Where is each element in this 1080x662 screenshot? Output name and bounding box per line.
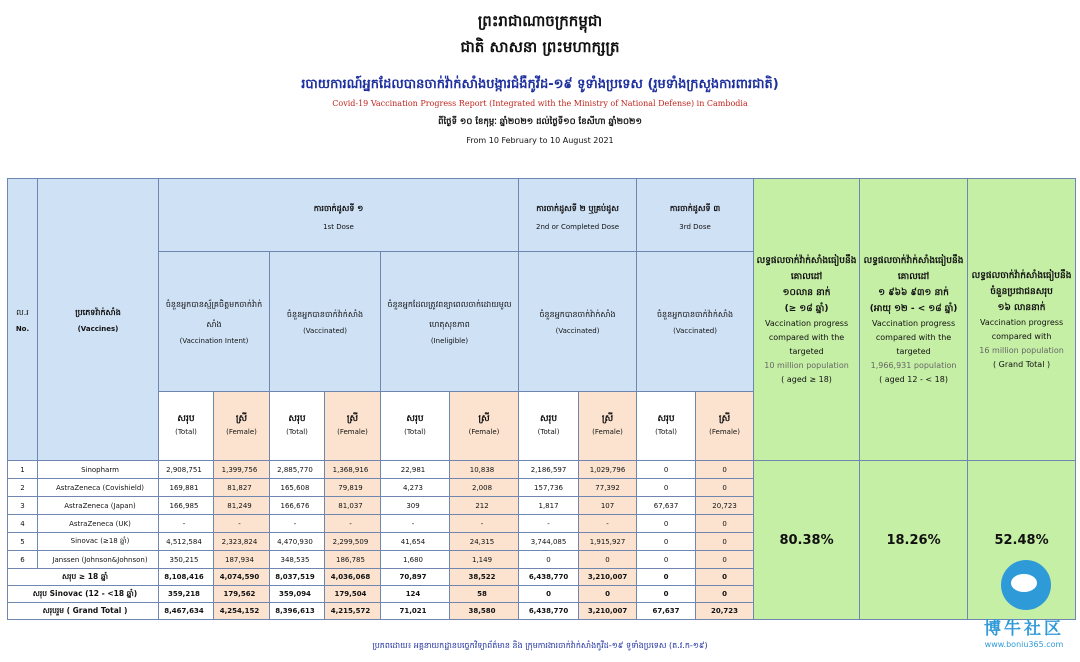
vaccinated3-header: ចំនួនអ្នកបានចាក់វ៉ាក់សាំង (Vaccinated) xyxy=(637,252,754,392)
value-cell: 67,637 xyxy=(637,603,696,620)
value-cell: 1,680 xyxy=(381,551,450,569)
vaccine-name: Sinovac (≥18 ឆ្នាំ) xyxy=(38,533,159,551)
value-cell: 157,736 xyxy=(519,479,579,497)
value-cell: - xyxy=(519,515,579,533)
value-cell: 4,470,930 xyxy=(270,533,325,551)
value-cell: 2,908,751 xyxy=(159,461,214,479)
value-cell: 0 xyxy=(637,479,696,497)
value-cell: 0 xyxy=(637,461,696,479)
value-cell: 179,562 xyxy=(214,586,270,603)
value-cell: 1,817 xyxy=(519,497,579,515)
row-number: 4 xyxy=(8,515,38,533)
vaccine-name: AstraZeneca (Covishield) xyxy=(38,479,159,497)
value-cell: 165,608 xyxy=(270,479,325,497)
value-cell: 81,249 xyxy=(214,497,270,515)
watermark-url: www.boniu365.com xyxy=(984,640,1064,649)
value-cell: 0 xyxy=(519,586,579,603)
target-youth-header: លទ្ធផលចាក់វ៉ាក់សាំងធៀបនឹងគោលដៅ ១ ៩៦៦ ៩៣១ នាក់ (អាយុ ១២ - < ១៨ ឆ្នាំ) Vaccination progress compared with the targeted 1,966,931 population ( aged 12 - < 18) xyxy=(860,179,968,461)
value-cell: 4,273 xyxy=(381,479,450,497)
intent-header: ចំនួនអ្នកបានស្ម័គ្រចិត្តមកចាក់វ៉ាក់សាំង (Vaccination Intent) xyxy=(159,252,270,392)
value-cell: - xyxy=(270,515,325,533)
value-cell: 2,299,509 xyxy=(325,533,381,551)
value-cell: 359,094 xyxy=(270,586,325,603)
female-subheader: ស្រី (Female) xyxy=(214,392,270,461)
value-cell: 350,215 xyxy=(159,551,214,569)
value-cell: - xyxy=(381,515,450,533)
female-subheader: ស្រី (Female) xyxy=(579,392,637,461)
summary-label: សរុបរួម ( Grand Total ) xyxy=(8,603,159,620)
value-cell: 0 xyxy=(696,551,754,569)
percent-adult: 80.38% xyxy=(754,461,860,620)
value-cell: 0 xyxy=(637,515,696,533)
value-cell: 2,323,824 xyxy=(214,533,270,551)
value-cell: 1,368,916 xyxy=(325,461,381,479)
value-cell: 20,723 xyxy=(696,603,754,620)
no-header: ល.រ No. xyxy=(8,179,38,461)
vaccine-name: AstraZeneca (Japan) xyxy=(38,497,159,515)
value-cell: 4,215,572 xyxy=(325,603,381,620)
value-cell: 2,008 xyxy=(450,479,519,497)
value-cell: 3,210,007 xyxy=(579,603,637,620)
value-cell: 0 xyxy=(637,533,696,551)
total-subheader: សរុប (Total) xyxy=(637,392,696,461)
value-cell: 166,676 xyxy=(270,497,325,515)
value-cell: 8,037,519 xyxy=(270,569,325,586)
value-cell: 0 xyxy=(637,569,696,586)
total-subheader: សរុប (Total) xyxy=(381,392,450,461)
value-cell: 79,819 xyxy=(325,479,381,497)
value-cell: 58 xyxy=(450,586,519,603)
summary-label: សរុប Sinovac (12 - <18 ឆ្នាំ) xyxy=(8,586,159,603)
value-cell: - xyxy=(325,515,381,533)
vaccinated1-header: ចំនួនអ្នកបានចាក់វ៉ាក់សាំង (Vaccinated) xyxy=(270,252,381,392)
value-cell: - xyxy=(450,515,519,533)
female-subheader: ស្រី (Female) xyxy=(325,392,381,461)
value-cell: 124 xyxy=(381,586,450,603)
value-cell: 20,723 xyxy=(696,497,754,515)
vaccination-table xyxy=(7,178,1076,620)
percent-total: 52.48% xyxy=(968,461,1076,620)
target-total-header: លទ្ធផលចាក់វ៉ាក់សាំងធៀបនឹងចំនួនប្រជាជនសរុប ១៦ លាននាក់ Vaccination progress compared with 16 million population ( Grand Total ) xyxy=(968,179,1076,461)
dose3-header: ការចាក់ដូសទី ៣ 3rd Dose xyxy=(637,179,754,252)
value-cell: 0 xyxy=(519,551,579,569)
value-cell: 22,981 xyxy=(381,461,450,479)
value-cell: - xyxy=(579,515,637,533)
header-motto: ជាតិ សាសនា ព្រះមហាក្សត្រ xyxy=(460,38,620,56)
vaccine-name: AstraZeneca (UK) xyxy=(38,515,159,533)
source-footer: ប្រភពដោយ៖ អគ្គនាយកដ្ឋានបច្ចេកវិទ្យាព័ត៌មាន និង ក្រុមការងារចាក់វ៉ាក់សាំងកូវីដ-១៩ ទូទាំងប្រទេស (ត.វ.ក-១៩) xyxy=(372,641,708,650)
value-cell: 70,897 xyxy=(381,569,450,586)
value-cell: 4,254,152 xyxy=(214,603,270,620)
percent-youth: 18.26% xyxy=(860,461,968,620)
value-cell: 212 xyxy=(450,497,519,515)
value-cell: 6,438,770 xyxy=(519,569,579,586)
summary-label: សរុប ≥ 18 ឆ្នាំ xyxy=(8,569,159,586)
row-number: 2 xyxy=(8,479,38,497)
value-cell: 77,392 xyxy=(579,479,637,497)
value-cell: 81,827 xyxy=(214,479,270,497)
report-title-en: Covid-19 Vaccination Progress Report (Integrated with the Ministry of National Defense) in Cambodia xyxy=(332,99,748,108)
value-cell: 1,029,796 xyxy=(579,461,637,479)
vaccines-header: ប្រភេទវ៉ាក់សាំង (Vaccines) xyxy=(38,179,159,461)
value-cell: 187,934 xyxy=(214,551,270,569)
value-cell: 4,074,590 xyxy=(214,569,270,586)
value-cell: 67,637 xyxy=(637,497,696,515)
value-cell: 8,396,613 xyxy=(270,603,325,620)
value-cell: 8,467,634 xyxy=(159,603,214,620)
value-cell: 0 xyxy=(637,551,696,569)
vaccinated2-header: ចំនួនអ្នកបានចាក់វ៉ាក់សាំង (Vaccinated) xyxy=(519,252,637,392)
value-cell: 0 xyxy=(579,551,637,569)
total-subheader: សរុប (Total) xyxy=(159,392,214,461)
row-number: 6 xyxy=(8,551,38,569)
dose1-header: ការចាក់ដូសទី ១ 1st Dose xyxy=(159,179,519,252)
value-cell: 169,881 xyxy=(159,479,214,497)
bull-logo-icon xyxy=(1001,560,1051,610)
value-cell: 348,535 xyxy=(270,551,325,569)
value-cell: 186,785 xyxy=(325,551,381,569)
value-cell: 309 xyxy=(381,497,450,515)
value-cell: 4,036,068 xyxy=(325,569,381,586)
header-kingdom: ព្រះរាជាណាចក្រកម្ពុជា xyxy=(477,12,603,30)
value-cell: 1,149 xyxy=(450,551,519,569)
value-cell: 1,915,927 xyxy=(579,533,637,551)
value-cell: 3,210,007 xyxy=(579,569,637,586)
value-cell: 41,654 xyxy=(381,533,450,551)
value-cell: 0 xyxy=(696,533,754,551)
row-number: 5 xyxy=(8,533,38,551)
value-cell: 6,438,770 xyxy=(519,603,579,620)
watermark xyxy=(967,560,1077,660)
total-subheader: សរុប (Total) xyxy=(270,392,325,461)
vaccine-name: Sinopharm xyxy=(38,461,159,479)
value-cell: 0 xyxy=(637,586,696,603)
value-cell: 10,838 xyxy=(450,461,519,479)
value-cell: 166,985 xyxy=(159,497,214,515)
value-cell: 71,021 xyxy=(381,603,450,620)
value-cell: - xyxy=(214,515,270,533)
report-title-kh: របាយការណ៍អ្នកដែលបានចាក់វ៉ាក់សាំងបង្ការជំងឺកូវីដ-១៩ ទូទាំងប្រទេស (រួមទាំងក្រសួងការពារជាតិ) xyxy=(301,77,779,92)
value-cell: 38,522 xyxy=(450,569,519,586)
value-cell: 359,218 xyxy=(159,586,214,603)
value-cell: 2,186,597 xyxy=(519,461,579,479)
value-cell: 1,399,756 xyxy=(214,461,270,479)
vaccine-name: Janssen (Johnson&Johnson) xyxy=(38,551,159,569)
value-cell: 8,108,416 xyxy=(159,569,214,586)
period-en: From 10 February to 10 August 2021 xyxy=(466,136,614,145)
value-cell: - xyxy=(159,515,214,533)
row-number: 1 xyxy=(8,461,38,479)
dose2-header: ការចាក់ដូសទី ២ ឬគ្រប់ដូស 2nd or Completed Dose xyxy=(519,179,637,252)
value-cell: 0 xyxy=(696,515,754,533)
value-cell: 2,885,770 xyxy=(270,461,325,479)
value-cell: 4,512,584 xyxy=(159,533,214,551)
value-cell: 0 xyxy=(579,586,637,603)
period-kh: ពីថ្ងៃទី ១០ ខែកុម្ភៈ ឆ្នាំ២០២១ ដល់ថ្ងៃទី១០ ខែសីហា ឆ្នាំ២០២១ xyxy=(438,117,642,127)
female-subheader: ស្រី (Female) xyxy=(450,392,519,461)
value-cell: 24,315 xyxy=(450,533,519,551)
table-row xyxy=(8,461,1076,479)
value-cell: 0 xyxy=(696,461,754,479)
ineligible-header: ចំនួនអ្នកដែលត្រូវពន្យាពេលចាក់ដោយមូលហេតុសុខភាព (Ineligible) xyxy=(381,252,519,392)
value-cell: 38,580 xyxy=(450,603,519,620)
row-number: 3 xyxy=(8,497,38,515)
target-adult-header: លទ្ធផលចាក់វ៉ាក់សាំងធៀបនឹងគោលដៅ ១០លាន នាក់ (≥ ១៨ ឆ្នាំ) Vaccination progress compared with the targeted 10 million population ( aged ≥ 18) xyxy=(754,179,860,461)
value-cell: 107 xyxy=(579,497,637,515)
total-subheader: សរុប (Total) xyxy=(519,392,579,461)
watermark-name: 博牛社区 xyxy=(984,619,1064,639)
value-cell: 0 xyxy=(696,586,754,603)
female-subheader: ស្រី (Female) xyxy=(696,392,754,461)
value-cell: 0 xyxy=(696,479,754,497)
value-cell: 0 xyxy=(696,569,754,586)
value-cell: 179,504 xyxy=(325,586,381,603)
value-cell: 81,037 xyxy=(325,497,381,515)
value-cell: 3,744,085 xyxy=(519,533,579,551)
